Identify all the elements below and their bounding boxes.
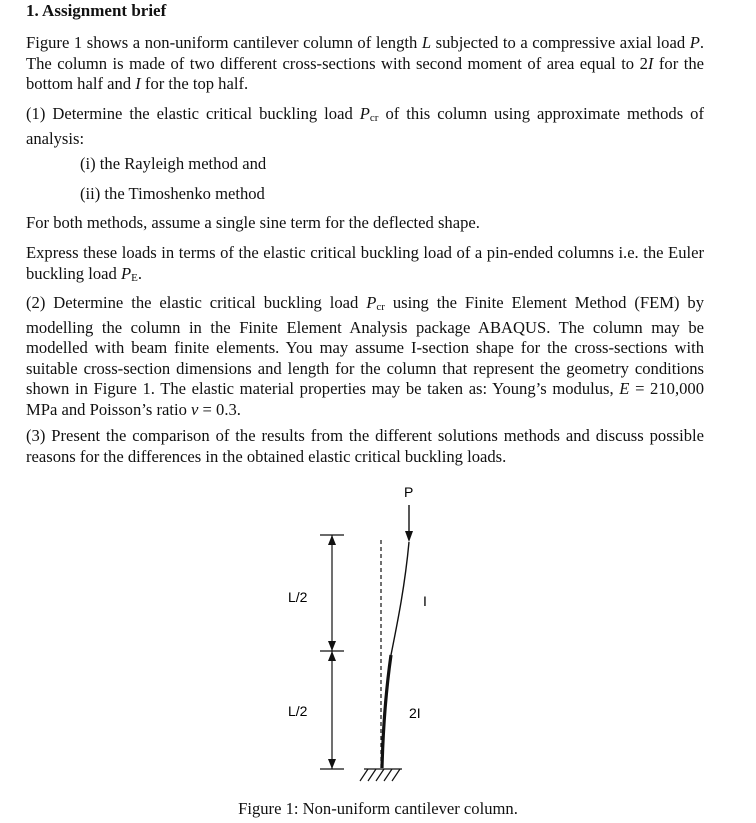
express-text-1: Express these loads in terms of the elastic critical buckling load of a pin-ended columns i.e. the Euler buckling load bbox=[26, 243, 704, 283]
critical-load-symbol: P bbox=[359, 104, 370, 123]
express-text-2: . bbox=[137, 263, 142, 283]
critical-load-subscript: cr bbox=[376, 301, 385, 313]
bottom-inertia-label: 2I bbox=[409, 705, 421, 721]
part1-text-1: (1) Determine the elastic critical buckling load bbox=[26, 104, 360, 123]
intro-text-1: Figure 1 shows a non-uniform cantilever column of length bbox=[26, 33, 422, 52]
length-dimension bbox=[320, 535, 344, 769]
part1-text-2: of this column using approximate methods of analysis: bbox=[26, 104, 704, 148]
critical-load-subscript: cr bbox=[369, 112, 379, 124]
part3-paragraph: (3) Present the comparison of the results from the different solutions methods and discuss possible reasons for the differences in the obtained elastic critical buckling loads. bbox=[26, 426, 704, 466]
bottom-length-label: L/2 bbox=[288, 703, 308, 719]
top-length-label: L/2 bbox=[288, 589, 308, 605]
method-rayleigh: (i) the Rayleigh method and bbox=[80, 154, 267, 173]
inertia-symbol: I bbox=[135, 74, 141, 94]
inertia-symbol: I bbox=[647, 53, 654, 73]
intro-text-4: for the bottom half and bbox=[26, 53, 704, 94]
column-top-segment bbox=[391, 542, 409, 655]
load-arrow-icon bbox=[405, 505, 413, 542]
top-inertia-label: I bbox=[423, 593, 427, 609]
method-timoshenko: (ii) the Timoshenko method bbox=[80, 184, 265, 203]
load-label: P bbox=[404, 484, 414, 500]
arrow-down-icon bbox=[328, 641, 336, 651]
intro-text-3: . The column is made of two different cross-sections with second moment of area equal to 2 bbox=[26, 33, 704, 73]
section-heading: 1. Assignment brief bbox=[26, 1, 167, 20]
arrow-down-icon bbox=[328, 759, 336, 769]
euler-load-symbol: P bbox=[120, 263, 132, 283]
fixed-support-icon bbox=[360, 769, 402, 781]
part2-text-1: (2) Determine the elastic critical buckling load bbox=[26, 293, 367, 312]
arrow-up-icon bbox=[328, 535, 336, 545]
part2-text-2: using the Finite Element Method (FEM) by modelling the column in the Finite Element Analysis package ABAQUS. The column may be modelled with beam finite elements. You may assume I-section shape for the cross-sections with suitable cross-section dimensions and length for the column that represent the geometry conditions shown in Figure 1. The elastic material properties may be taken as: Young’s modulus, bbox=[26, 293, 705, 399]
load-symbol: P bbox=[689, 33, 700, 52]
both-methods-note: For both methods, assume a single sine term for the deflected shape. bbox=[26, 213, 480, 232]
figure-caption: Figure 1: Non-uniform cantilever column. bbox=[238, 799, 518, 818]
youngs-modulus-symbol: E bbox=[619, 379, 630, 399]
intro-text-5: for the top half. bbox=[140, 74, 249, 94]
arrow-up-icon bbox=[328, 651, 336, 661]
column-bottom-segment bbox=[382, 655, 391, 768]
euler-load-subscript: E bbox=[131, 271, 138, 284]
length-symbol: L bbox=[421, 33, 432, 52]
poisson-symbol: ν bbox=[191, 399, 199, 419]
part2-text-3: = 210,000 MPa and Poisson’s ratio bbox=[26, 379, 704, 419]
critical-load-symbol: P bbox=[366, 293, 377, 312]
intro-text-2: subjected to a compressive axial load bbox=[431, 33, 690, 52]
part2-text-4: = 0.3. bbox=[198, 399, 241, 419]
